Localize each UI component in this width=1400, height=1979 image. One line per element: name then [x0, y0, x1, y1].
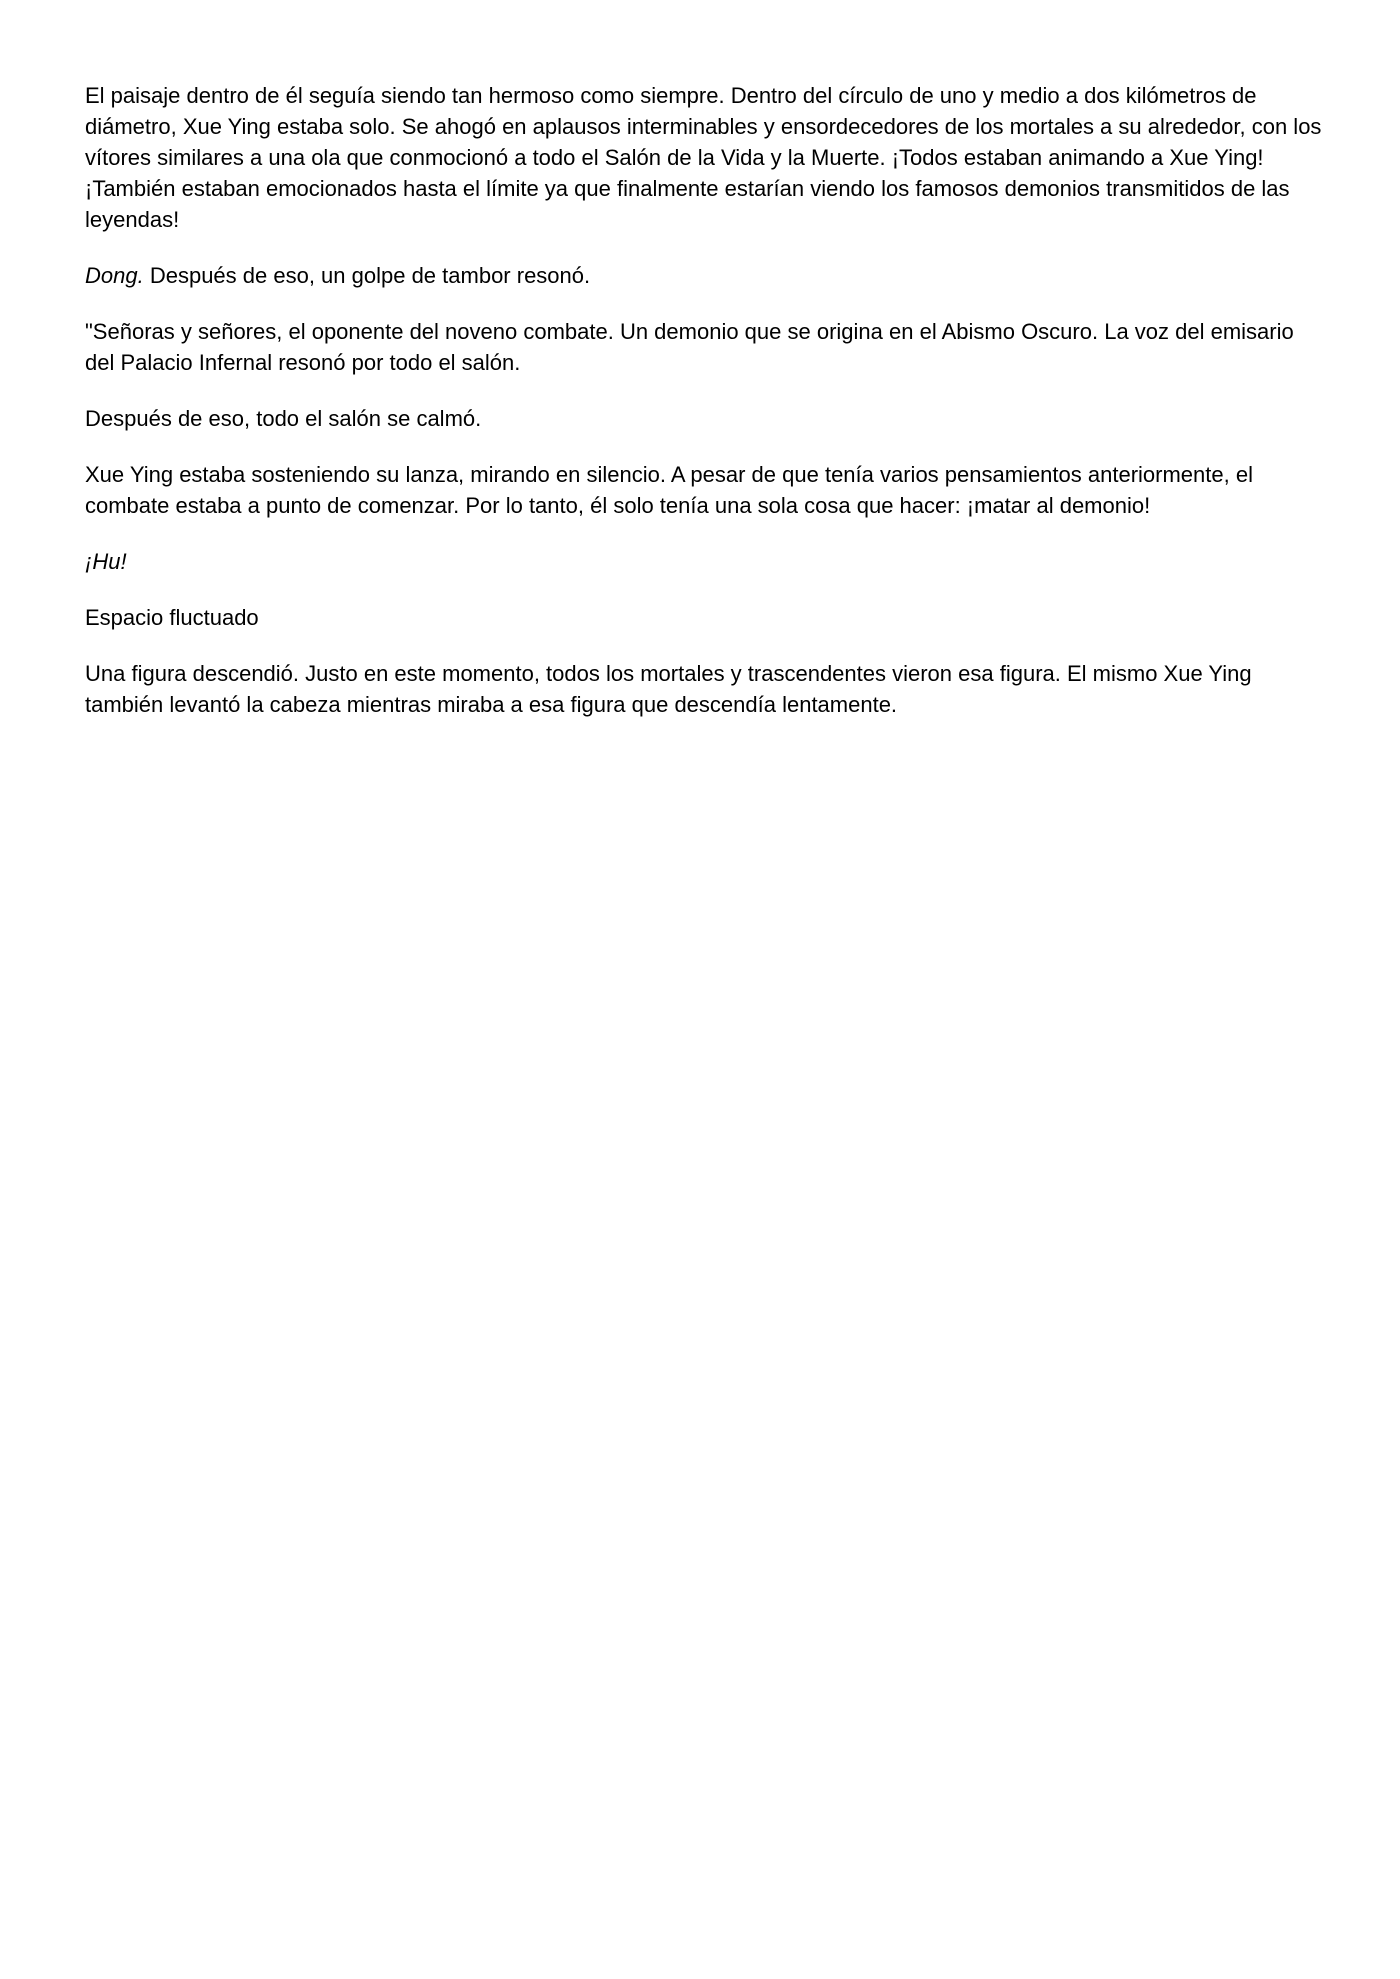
paragraph-calm: Después de eso, todo el salón se calmó. [85, 406, 482, 431]
onomatopoeia-hu: ¡Hu! [85, 549, 127, 574]
paragraph-spear: Xue Ying estaba sosteniendo su lanza, mirando en silencio. A pesar de que tenía varios pensamientos anteriormente, el combate estaba a punto de comenzar. Por lo tanto, él solo tenía una sola cosa que hacer: ¡matar al demonio! [85, 462, 1253, 518]
paragraph-drum-text: Después de eso, un golpe de tambor resonó. [143, 263, 591, 288]
document-page [85, 80, 1325, 745]
paragraph-space: Espacio fluctuado [85, 605, 259, 630]
paragraph-announcement: "Señoras y señores, el oponente del noveno combate. Un demonio que se origina en el Abismo Oscuro. La voz del emisario del Palacio Infernal resonó por todo el salón. [85, 319, 1294, 375]
onomatopoeia-dong: Dong. [85, 263, 144, 288]
paragraph-landscape: El paisaje dentro de él seguía siendo tan hermoso como siempre. Dentro del círculo de uno y medio a dos kilómetros de diámetro, Xue Ying estaba solo. Se ahogó en aplausos interminables y ensordecedores de los mortales a su alrededor, con los vítores similares a una ola que conmocionó a todo el Salón de la Vida y la Muerte. ¡Todos estaban animando a Xue Ying! ¡También estaban emocionados hasta el límite ya que finalmente estarían viendo los famosos demonios transmitidos de las leyendas! [85, 83, 1322, 232]
paragraph-drum [85, 260, 1325, 291]
paragraph-figure: Una figura descendió. Justo en este momento, todos los mortales y trascendentes vieron esa figura. El mismo Xue Ying también levantó la cabeza mientras miraba a esa figura que descendía lentamente. [85, 661, 1252, 717]
